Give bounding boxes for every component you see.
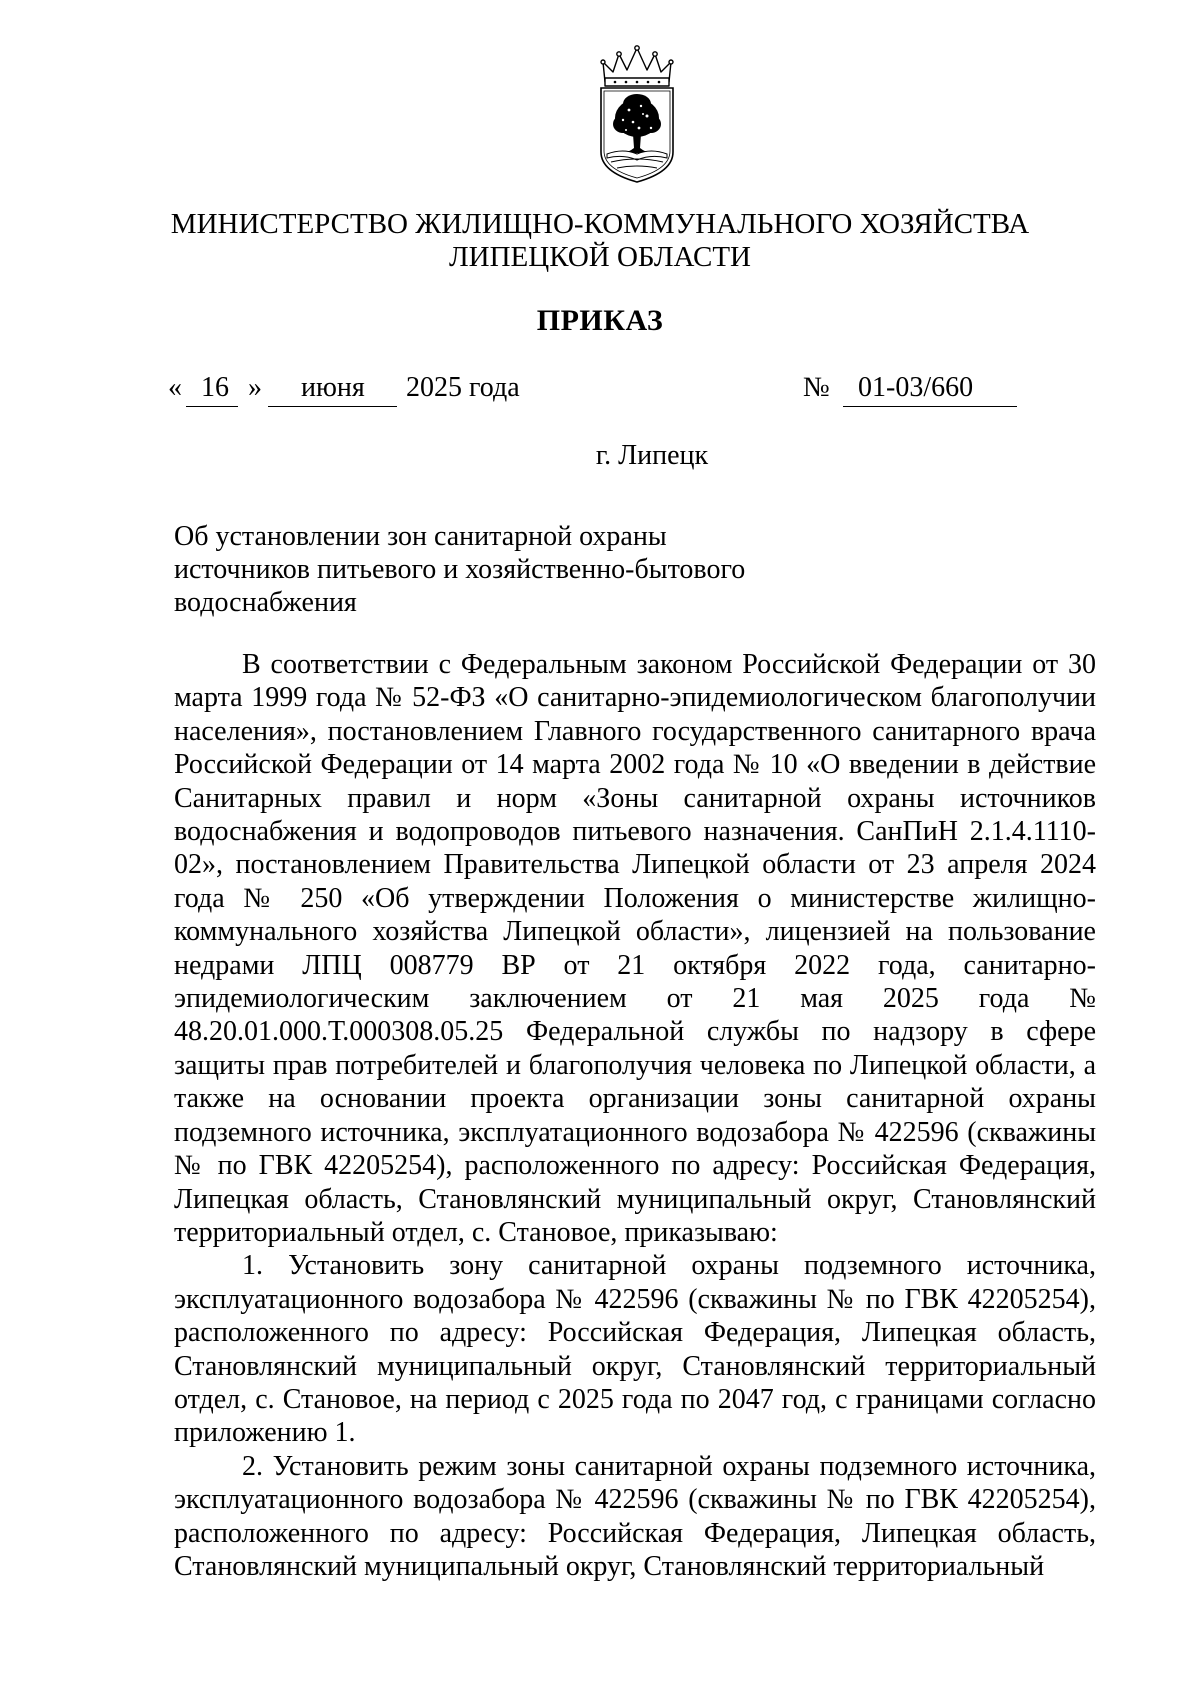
ministry-name — [0, 208, 1200, 274]
order-number: 01-03/660 — [858, 372, 974, 403]
subject-line3: водоснабжения — [174, 587, 357, 618]
date-open-quote: « — [168, 372, 182, 403]
day-underline — [186, 406, 238, 407]
document-title: ПРИКАЗ — [536, 304, 664, 337]
subject-line2: источников питьевого и хозяйственно-бытового — [174, 554, 746, 585]
ministry-name-line1: МИНИСТЕРСТВО ЖИЛИЩНО-КОММУНАЛЬНОГО ХОЗЯЙСТВА — [170, 208, 1030, 240]
ministry-name-line2: ЛИПЕЦКОЙ ОБЛАСТИ — [448, 241, 751, 273]
coat-of-arms-emblem — [593, 44, 681, 184]
number-underline — [843, 406, 1017, 407]
item-2-paragraph: 2. Установить режим зоны санитарной охраны подземного источника, эксплуатационного водозабора № 422596 (скважины № по ГВК 42205254), расположенного по адресу: Российская Федерация, Липецкая область, Становлянский муниципальный округ, Становлянский территориальный — [174, 1450, 1096, 1582]
order-subject — [174, 520, 774, 619]
city-name: г. Липецк — [595, 440, 709, 471]
date-month: июня — [301, 372, 365, 403]
date-day: 16 — [201, 372, 229, 403]
date-close-quote: » — [248, 372, 262, 403]
city-line — [0, 440, 1200, 472]
preamble-paragraph: В соответствии с Федеральным законом Российской Федерации от 30 марта 1999 года № 52-ФЗ «О санитарно-эпидемиологическом благополучии населения», постановлением Главного государственного санитарного врача Российской Федерации от 14 марта 2002 года № 10 «О введении в действие Санитарных правил и норм «Зоны санитарной охраны источников водоснабжения и водопроводов питьевого назначения. СанПиН 2.1.4.1110-02», постановлением Правительства Липецкой области от 23 апреля 2024 года № 250 «Об утверждении Положения о министерстве жилищно-коммунального хозяйства Липецкой области», лицензией на пользование недрами ЛПЦ 008779 ВР от 21 октября 2022 года, санитарно-эпидемиологическим заключением от 21 мая 2025 года № 48.20.01.000.Т.000308.05.25 Федеральной службы по надзору в сфере защиты прав потребителей и благополучия человека по Липецкой области, а также на основании проекта организации зоны санитарной охраны подземного источника, эксплуатационного водозабора № 422596 (скважины № по ГВК 42205254), расположенного по адресу: Российская Федерация, Липецкая область, Становлянский муниципальный округ, Становлянский территориальный отдел, с. Становое, приказываю: — [174, 649, 1096, 1248]
date-number-line — [0, 372, 1200, 412]
number-sign: № — [803, 372, 830, 403]
date-year: 2025 года — [406, 372, 520, 403]
month-underline — [268, 406, 397, 407]
item-1-paragraph: 1. Установить зону санитарной охраны подземного источника, эксплуатационного водозабора № 422596 (скважины № по ГВК 42205254), расположенного по адресу: Российская Федерация, Липецкая область, Становлянский муниципальный округ, Становлянский территориальный отдел, с. Становое, на период с 2025 года по 2047 год, с границами согласно приложению 1. — [174, 1250, 1096, 1449]
order-body — [174, 648, 1096, 1583]
subject-line1: Об установлении зон санитарной охраны — [174, 521, 667, 552]
